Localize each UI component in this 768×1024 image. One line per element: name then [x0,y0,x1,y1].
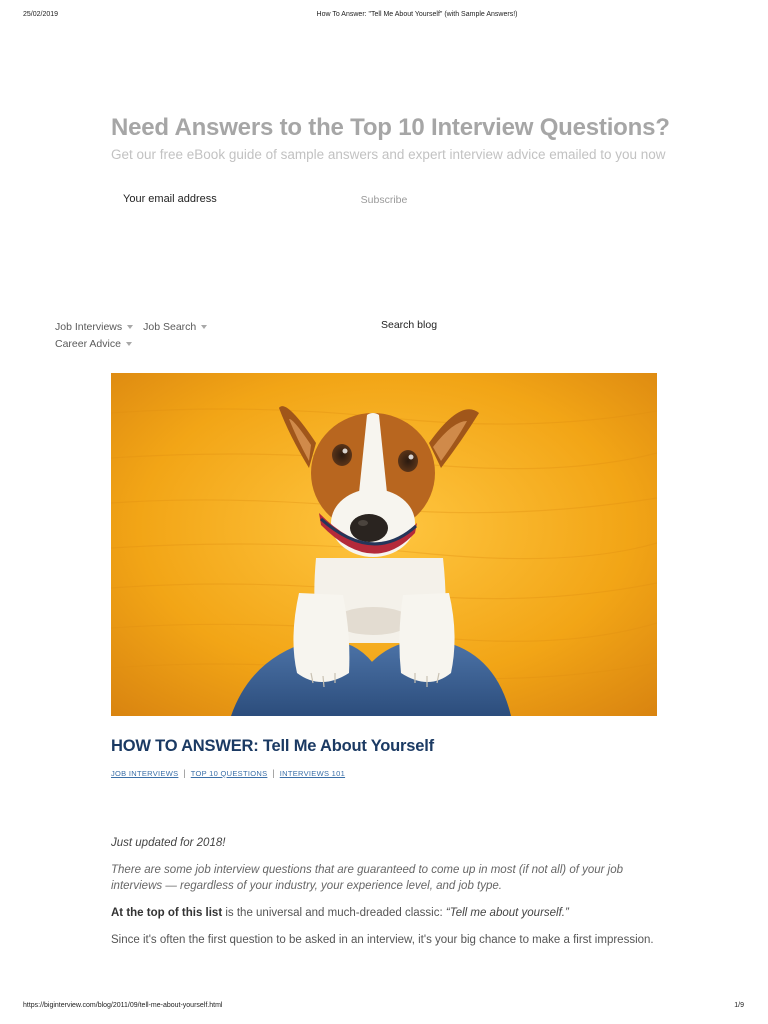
tag-link[interactable]: TOP 10 QUESTIONS [190,768,268,778]
nav-item-job-interviews[interactable] [55,321,133,333]
print-url: https://biginterview.com/blog/2011/09/tell-me-about-yourself.html [23,1002,223,1009]
chevron-down-icon [201,325,207,329]
classic-question-paragraph [111,905,657,921]
hero-image [111,373,657,716]
nav-item-career-advice[interactable] [55,338,132,350]
tag-link[interactable]: JOB INTERVIEWS [111,768,179,778]
chevron-down-icon [126,342,132,346]
ebook-signup [111,114,671,213]
email-field[interactable] [111,187,341,211]
nav-item-job-search[interactable] [143,321,207,333]
subscribe-button[interactable]: Subscribe [347,190,421,210]
chevron-down-icon [127,325,133,329]
nav-item-label: Job Interviews [55,320,123,333]
paragraph-text: is the universal and much-dreaded classic: [222,907,446,919]
signup-title: Need Answers to the Top 10 Interview Questions? [111,114,670,141]
print-doc-title: How To Answer: "Tell Me About Yourself" (with Sample Answers!) [316,11,518,18]
updated-note: Just updated for 2018! [111,837,226,849]
tag-separator: | [272,768,275,778]
first-impression-paragraph: Since it's often the first question to be asked in an interview, it's your big chance to make a first impression. [111,934,654,946]
emphasis-text: At the top of this list [111,907,223,919]
print-footer [0,1002,768,1012]
article-tags [111,768,345,778]
nav-item-label: Job Search [143,320,197,333]
article-title[interactable]: HOW TO ANSWER: Tell Me About Yourself [111,737,434,755]
print-header [0,11,768,21]
quote-text: “Tell me about yourself.” [445,907,569,919]
intro-paragraph: There are some job interview questions that are guaranteed to come up in most (if not all) of your job interviews — regardless of your industry, your experience level, and job type. [111,864,624,892]
print-page-number: 1/9 [734,1002,744,1009]
tag-link[interactable]: INTERVIEWS 101 [279,768,346,778]
tag-separator: | [183,768,186,778]
signup-subtitle: Get our free eBook guide of sample answers and expert interview advice emailed to you now [111,147,666,162]
print-date: 25/02/2019 [23,11,59,18]
search-input[interactable]: Search blog [381,319,438,331]
signup-form [111,187,671,213]
nav-item-label: Career Advice [55,337,121,350]
